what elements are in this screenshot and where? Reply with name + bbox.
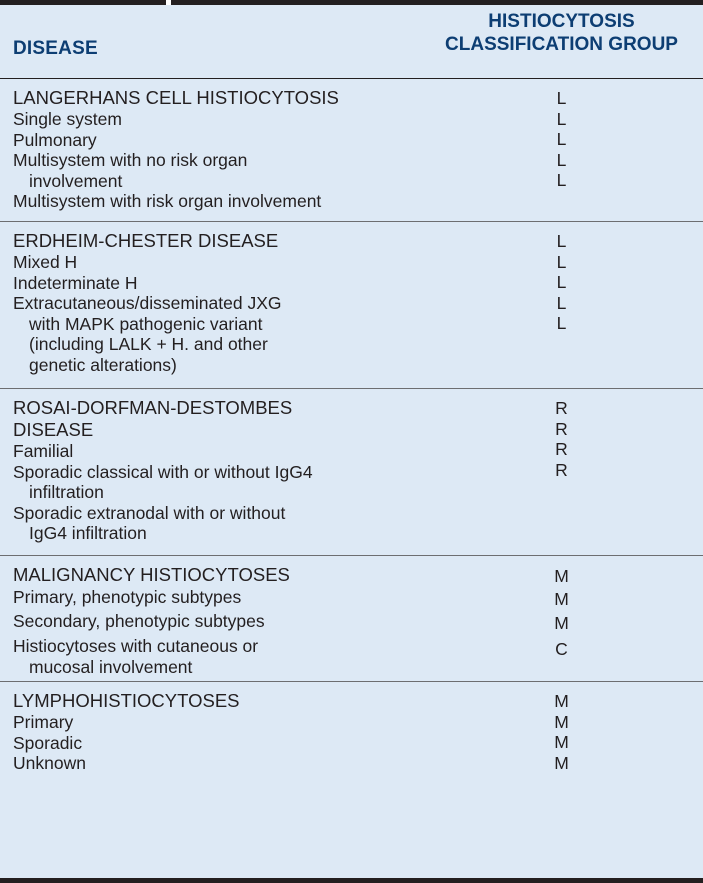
group-title: LANGERHANS CELL HISTIOCYTOSIS xyxy=(13,87,339,108)
code: L xyxy=(556,88,567,108)
code: M xyxy=(554,732,569,752)
code: L xyxy=(556,292,567,313)
code: L xyxy=(556,170,567,190)
code: M xyxy=(554,566,569,586)
header-classification-line2: CLASSIFICATION GROUP xyxy=(445,34,678,55)
group-malignancy xyxy=(0,556,703,682)
group-title: ERDHEIM-CHESTER DISEASE xyxy=(13,230,279,251)
code: R xyxy=(555,418,568,439)
group-codes xyxy=(420,88,703,191)
group-langerhans xyxy=(0,79,703,222)
code: M xyxy=(554,613,569,633)
group-codes xyxy=(420,565,703,661)
row-label: Mixed H xyxy=(13,252,78,272)
row-label: Primary xyxy=(13,712,74,732)
group-title: LYMPHOHISTIOCYTOSES xyxy=(13,690,240,711)
header-disease: DISEASE xyxy=(13,38,98,59)
row-label: Secondary, phenotypic subtypes xyxy=(13,611,265,631)
code: L xyxy=(556,251,567,272)
row-label: Histiocytoses with cutaneous or mucosal involvement xyxy=(13,636,259,677)
code: M xyxy=(554,691,569,711)
code: R xyxy=(555,439,568,459)
row-label: Sporadic xyxy=(13,732,83,753)
group-lymphohistiocytoses xyxy=(0,682,703,792)
code: L xyxy=(556,272,567,292)
header-classification xyxy=(420,10,703,56)
row-label: Sporadic classical with or without IgG4 infiltration xyxy=(13,461,313,502)
row-label: Multisystem with risk organ involvement xyxy=(13,191,322,211)
code: L xyxy=(556,129,567,149)
code: R xyxy=(555,459,568,480)
group-title: MALIGNANCY HISTIOCYTOSES xyxy=(13,564,290,585)
bottom-rule xyxy=(0,878,703,883)
group-codes xyxy=(420,691,703,773)
row-label: Pulmonary xyxy=(13,129,97,150)
header-classification-line1: HISTIOCYTOSIS xyxy=(488,11,635,32)
code: L xyxy=(556,231,567,251)
code: L xyxy=(556,108,567,129)
group-codes xyxy=(420,231,703,334)
row-label: Primary, phenotypic subtypes xyxy=(13,587,242,607)
row-label: Extracutaneous/disseminated JXG with MAPK pathogenic variant (including LALK + H. and other genetic alterations) xyxy=(13,293,282,375)
classification-table xyxy=(0,5,703,878)
code: L xyxy=(556,149,567,170)
group-title: ROSAI-DORFMAN-DESTOMBES DISEASE xyxy=(13,397,293,440)
group-rosai-dorfman xyxy=(0,389,703,556)
code: M xyxy=(554,711,569,732)
row-label: Single system xyxy=(13,109,122,129)
row-label: Familial xyxy=(13,441,74,461)
table-header xyxy=(0,5,703,79)
row-label: Multisystem with no risk organ involvement xyxy=(13,150,248,191)
group-erdheim-chester xyxy=(0,222,703,389)
code: M xyxy=(554,752,569,773)
row-label: Unknown xyxy=(13,753,86,773)
code: L xyxy=(556,313,567,333)
code: C xyxy=(555,639,568,659)
group-codes xyxy=(420,398,703,480)
code: R xyxy=(555,398,568,418)
code: M xyxy=(554,589,569,609)
row-label: Indeterminate H xyxy=(13,272,138,293)
row-label: Sporadic extranodal with or without IgG4 infiltration xyxy=(13,502,286,543)
